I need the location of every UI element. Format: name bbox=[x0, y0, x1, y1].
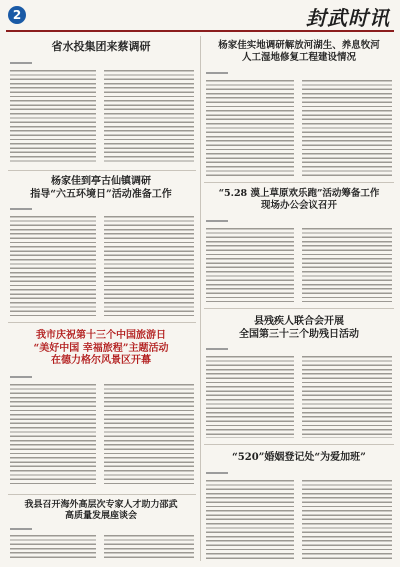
article-4-byline bbox=[206, 70, 228, 77]
article-1-body-col1 bbox=[10, 70, 96, 164]
article-8-body-col2 bbox=[104, 535, 194, 561]
article-3-body-col1 bbox=[10, 384, 96, 484]
article-1-headline: 省水投集团来蔡调研 bbox=[51, 40, 151, 53]
page-number-badge: 2 bbox=[8, 6, 26, 24]
article-4-body-col2 bbox=[302, 80, 392, 176]
masthead bbox=[6, 4, 394, 32]
article-7-body-col2 bbox=[302, 480, 392, 560]
article-5-body-col1 bbox=[206, 228, 294, 302]
article-8-body-col1 bbox=[10, 535, 96, 561]
article-3-byline bbox=[10, 374, 32, 381]
article-5-body-col2 bbox=[302, 228, 392, 302]
article-1-body-col2 bbox=[104, 70, 194, 164]
article-3-body-col2 bbox=[104, 384, 194, 484]
article-7-byline bbox=[206, 470, 228, 477]
article-3-headline: 我市庆祝第十三个中国旅游日 “美好中国 幸福旅程”主题活动 在德力格尔风景区开幕 bbox=[33, 330, 169, 366]
article-4-body-col1 bbox=[206, 80, 294, 176]
article-2-body-col1 bbox=[10, 216, 96, 316]
article-separator bbox=[204, 308, 394, 309]
article-2-byline bbox=[10, 206, 32, 213]
article-6-body-col1 bbox=[206, 356, 294, 438]
article-separator bbox=[204, 182, 394, 183]
article-separator bbox=[8, 322, 196, 323]
column-divider bbox=[200, 36, 201, 561]
article-8-headline: 我县召开海外高层次专家人才助力邵武 高质量发展座谈会 bbox=[24, 500, 178, 522]
article-7-body-col1 bbox=[206, 480, 294, 560]
article-2-body-col2 bbox=[104, 216, 194, 316]
newspaper-logo: 封武时讯 bbox=[306, 6, 390, 30]
article-8-byline bbox=[10, 526, 32, 533]
article-separator bbox=[8, 170, 196, 171]
article-5-byline bbox=[206, 218, 228, 225]
article-2-headline: 杨家佳到亭古仙镇调研 指导“六五环境日”活动准备工作 bbox=[30, 176, 172, 200]
article-6-body-col2 bbox=[302, 356, 392, 438]
article-4-headline: 杨家佳实地调研解放河湖生、养息牧河 人工湿地修复工程建设情况 bbox=[218, 40, 380, 63]
article-separator bbox=[204, 444, 394, 445]
article-5-headline: “5.28 漠上草原欢乐跑”活动筹备工作 现场办公会议召开 bbox=[218, 188, 380, 211]
article-7-headline: “520”婚姻登记处“为爱加班” bbox=[232, 452, 366, 463]
article-1-byline bbox=[10, 60, 32, 67]
article-6-headline: 县残疾人联合会开展 全国第三十三个助残日活动 bbox=[239, 316, 359, 340]
article-separator bbox=[8, 494, 196, 495]
article-6-byline bbox=[206, 346, 228, 353]
